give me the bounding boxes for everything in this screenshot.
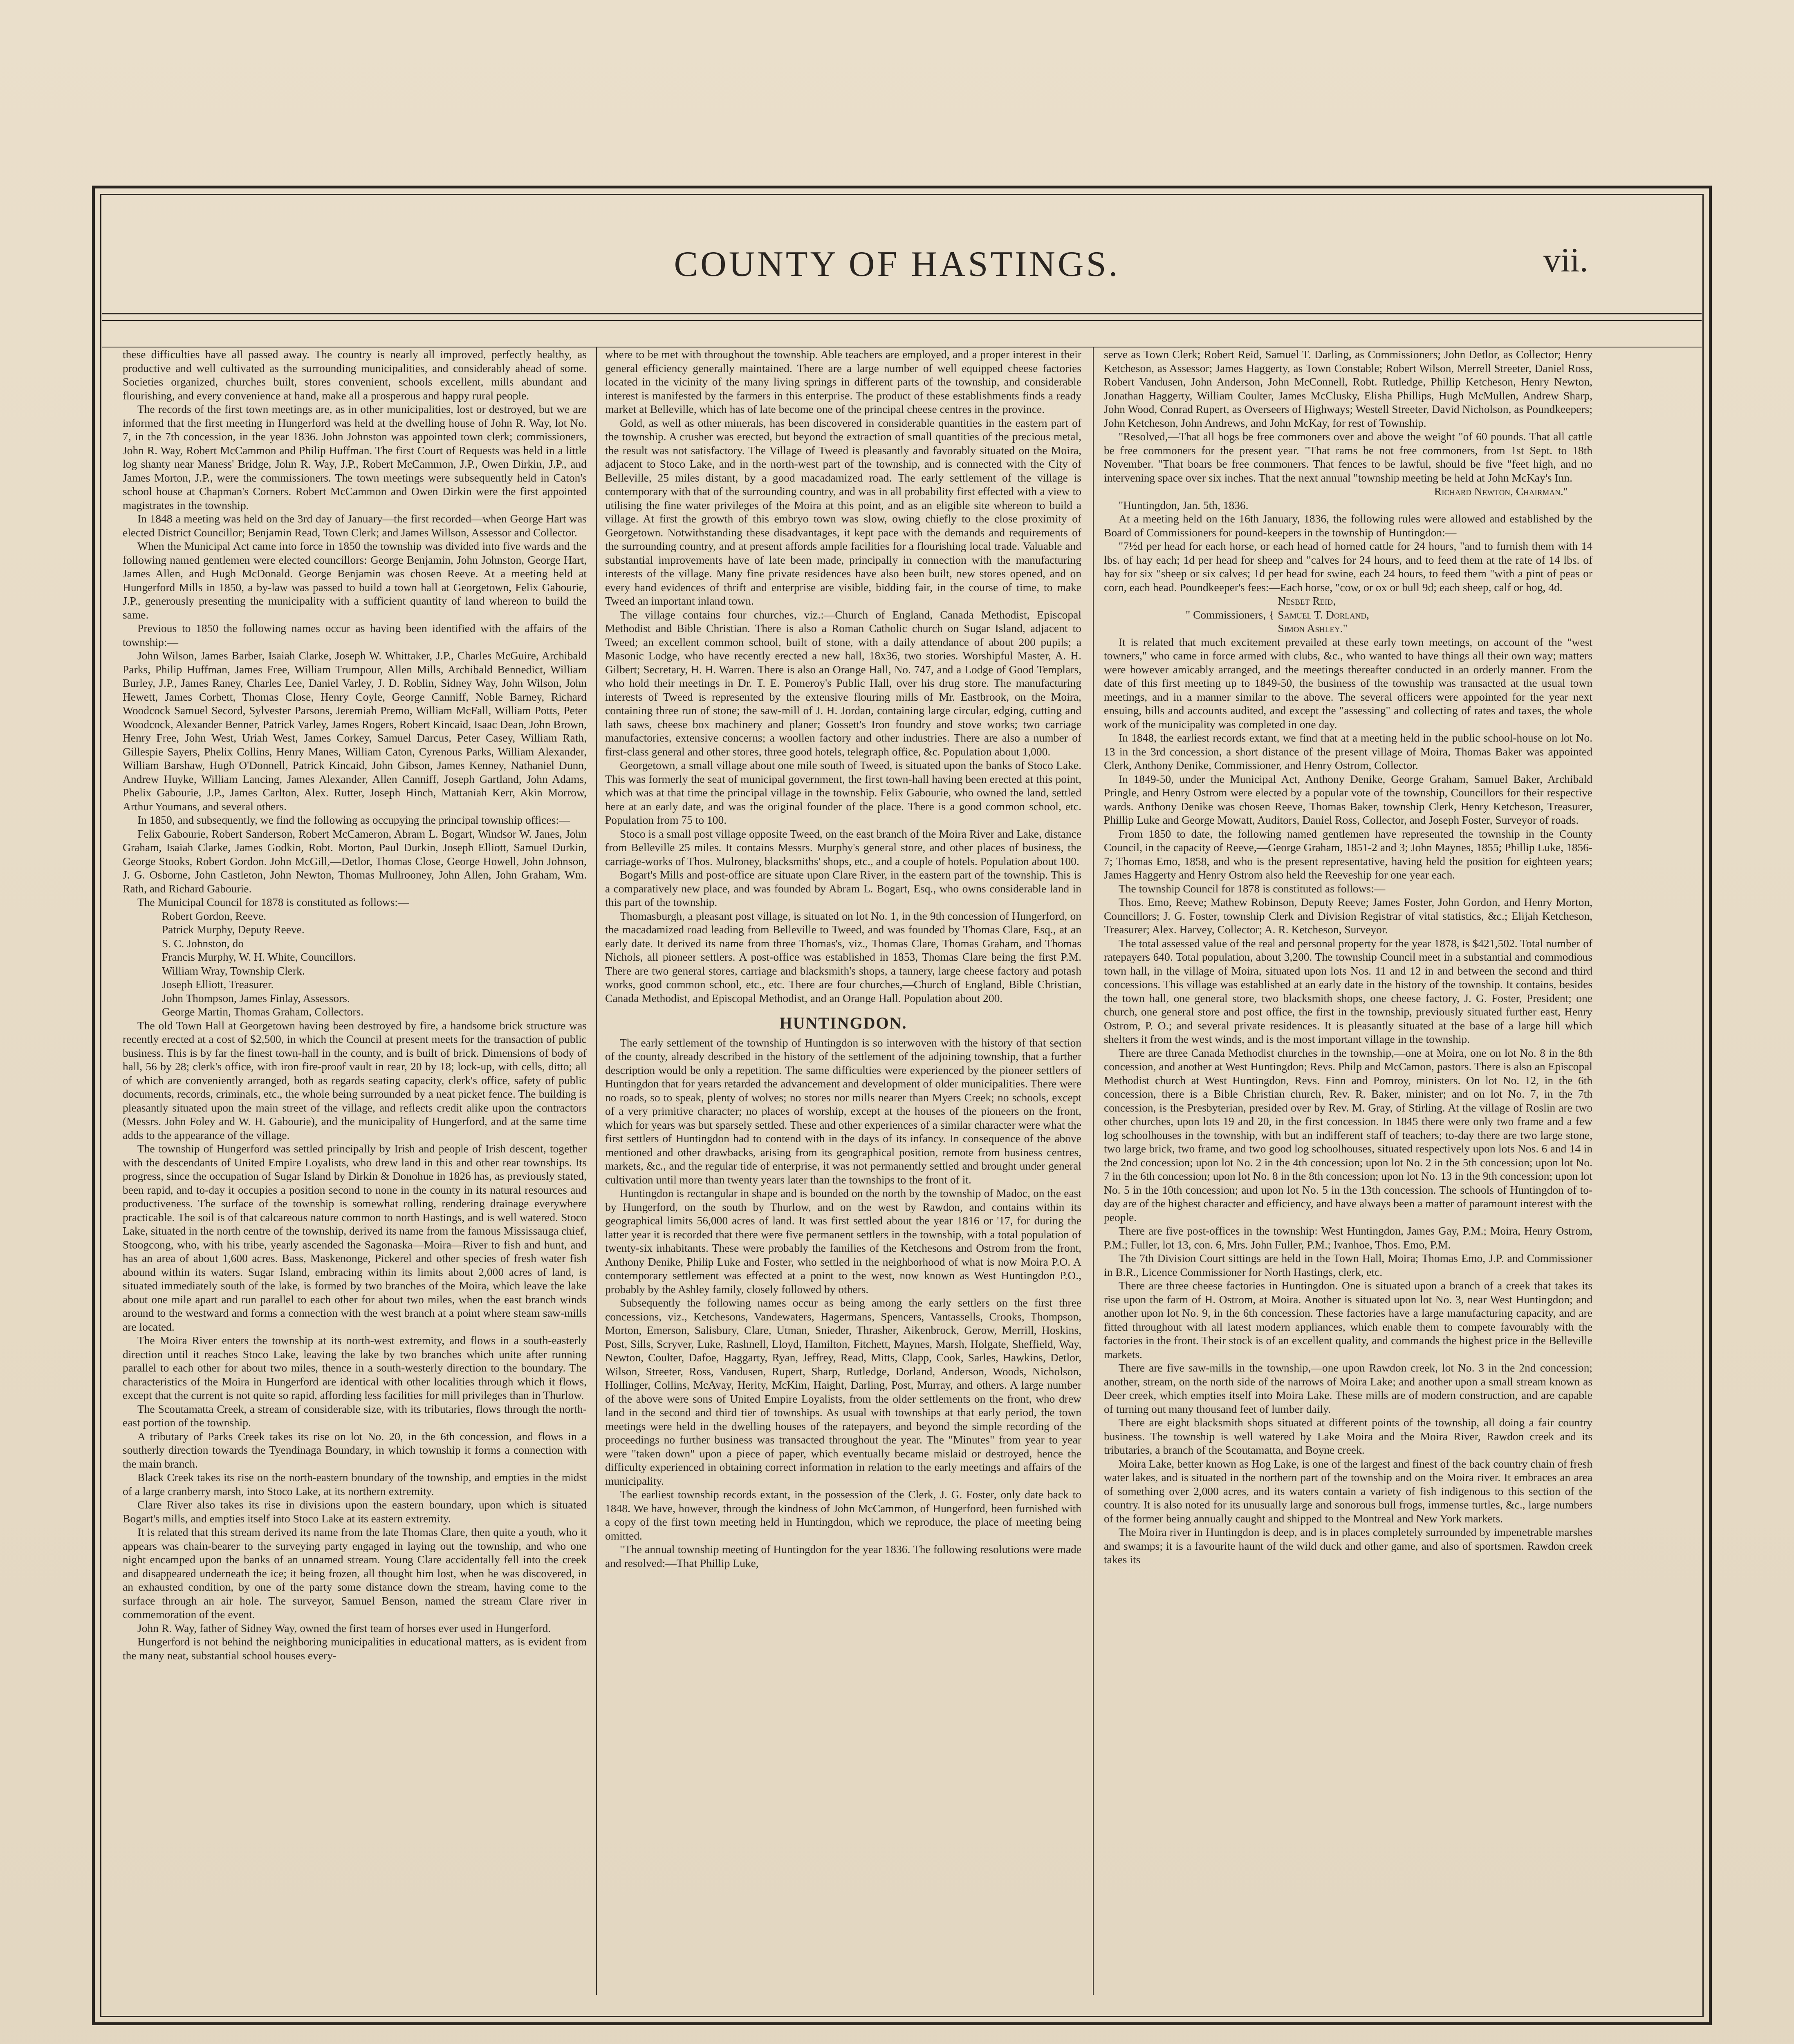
paragraph: The early settlement of the township of Huntingdon is so interwoven with the history of that section of the county, already described in the history of the settlement of the adjoining township, that a further description would be only a repetition. The same difficulties were experienced by the pioneer settlers of Huntingdon that for years retarded the advancement and development of older municipalities. There were no roads, so to speak, plenty of wolves; no stores nor mills nearer than Myers Creek; no schools, except of a very primitive character; no places of worship, except at the houses of the pioneers on the front, which for years was but sparsely settled. These and other experiences of a similar character were what the first settlers of Huntingdon had to contend with in the days of its infancy. In consequence of the above mentioned and other drawbacks, arising from its geographical position, remote from business centres, markets, &c., and the regular tide of enterprise, it was not permanently settled and brought under general cultivation until more than twenty years later than the townships to the front of it. — [605, 1036, 1081, 1186]
paragraph: John Wilson, James Barber, Isaiah Clarke, Joseph W. Whittaker, J.P., Charles McGuire, Archibald Parks, Philip Huffman, James Free, William Trumpour, Allen Mills, Archibald Bennedict, William Burley, J.P., James Raney, Charles Lee, Daniel Varley, J. D. Roblin, Sidney Way, John Wilson, John Hewett, James Corbett, Thomas Close, Henry Coyle, George Canniff, Noble Barney, Richard Woodcock Samuel Secord, Sylvester Parsons, Jeremiah Premo, William McFall, William Potts, Peter Woodcock, Alexander Benner, Patrick Varley, James Rogers, Robert Kincaid, Isaac Dean, John Brown, Henry Free, John West, Uriah West, James Corkey, Samuel Darcus, Peter Casey, William Rath, Gillespie Sayers, Phelix Collins, Henry Manes, William Caton, Cyrenous Parks, William Alexander, William Barshaw, Hugh O'Donnell, Patrick Kincaid, John Gibson, James Kenney, Nathaniel Dunn, Andrew Huyke, William Lancing, James Alexander, Allen Canniff, Joseph Gartland, John Adams, Phelix Gabourie, J.P., James Carlton, Alex. Rutter, Joseph Hinch, Mattaniah Kerr, Akin Morrow, Arthur Youmans, and several others. — [123, 649, 587, 813]
paragraph: From 1850 to date, the following named gentlemen have represented the township in the County Council, in the capacity of Reeve,—George Graham, 1851-2 and 3; John Maynes, 1855; Phillip Luke, 1856-7; Thomas Emo, 1858, and who is the present representative, having held the position for eighteen years; James Haggerty and Henry Ostrom also held the Reeveship for one year each. — [1104, 827, 1592, 881]
commissioners-label: " Commissioners, — [1186, 608, 1266, 621]
council-member-line: William Wray, Township Clerk. — [162, 964, 305, 977]
paragraph: "7½d per head for each horse, or each head of horned cattle for 24 hours, "and to furnish them with 14 lbs. of hay each; 1d per head for sheep and "calves for 24 hours, and to feed them at the rate of 14 lbs. of hay for six "sheep or six calves; 1d per head for swine, each 24 hours, to feed them "with a pint of peas or corn, each head. Poundkeeper's fees:—Each horse, "cow, or ox or bull 9d; each sheep, calf or hog, 4d. — [1104, 540, 1592, 594]
council-member-line: Robert Gordon, Reeve. — [162, 909, 267, 922]
paragraph: Gold, as well as other minerals, has been discovered in considerable quantities in the eastern part of the township. A crusher was erected, but beyond the extraction of small quantities of the precious metal, the result was not satisfactory. The Village of Tweed is pleasantly and favorably situated on the Moira, adjacent to Stoco Lake, and in the north-west part of the township, and is connected with the City of Belleville, 25 miles distant, by a good macadamized road. The early settlement of the village is contemporary with that of the surrounding country, and was in all probability first effected with a view to utilising the fine water privileges of the Moira at this point, and as an eligible site whereon to build a village. At first the growth of this embryo town was slow, owing chiefly to the close proximity of Georgetown. Notwithstanding these disadvantages, it kept pace with the demands and requirements of the surrounding country, and at present affords ample facilities for a flourishing local trade. Valuable and substantial improvements have of late been made, principally in connection with the manufacturing interests of the village. Many fine private residences have also been built, new stores opened, and on every hand evidences of thrift and enterprise are visible, bidding fair, in the course of time, to make Tweed an important inland town. — [605, 416, 1081, 607]
paragraph: At a meeting held on the 16th January, 1836, the following rules were allowed and established by the Board of Commissioners for pound-keepers in the township of Huntingdon:— — [1104, 512, 1592, 539]
paragraph: In 1850, and subsequently, we find the following as occupying the principal township offices:— — [137, 814, 570, 826]
paragraph: these difficulties have all passed away. The country is nearly all improved, perfectly healthy, as productive and well cultivated as the surrounding municipalities, and considerably ahead of some. Societies organized, churches built, stores convenient, schools excellent, mills abundant and flourishing, and every convenience at hand, make all a prosperous and happy rural people. — [123, 348, 587, 402]
council-member-line: S. C. Johnston, do — [162, 937, 244, 950]
paragraph: Felix Gabourie, Robert Sanderson, Robert McCameron, Abram L. Bogart, Windsor W. Janes, John Graham, Isaiah Clarke, James Godkin, Robt. Morton, Paul Durkin, Joseph Elliott, Samuel Durkin, George Stooks, Robert Gordon. John McGill,—Detlor, Thomas Close, George Howell, John Johnson, J. G. Osborne, John Castleton, John Newton, Thomas Mullrooney, John Allen, John Graham, Wm. Rath, and Richard Gabourie. — [123, 827, 587, 895]
council-member-line: Patrick Murphy, Deputy Reeve. — [162, 923, 305, 936]
council-member-line: George Martin, Thomas Graham, Collectors. — [162, 1005, 364, 1018]
paragraph: There are three cheese factories in Huntingdon. One is situated upon a branch of a creek that takes its rise upon the farm of H. Ostrom, at Moira. Another is situated upon lot No. 3, near West Huntingdon; and another upon lot No. 9, in the 6th concession. These factories have a large manufacturing capacity, and are fitted throughout with all latest modern appliances, which enable them to compete favourably with the factories in the front. Their stock is of an excellent quality, and commands the highest price in the Belleville markets. — [1104, 1279, 1592, 1360]
paragraph: Thos. Emo, Reeve; Mathew Robinson, Deputy Reeve; James Foster, John Gordon, and Henry Morton, Councillors; J. G. Foster, township Clerk and Division Registrar of vital statistics, &c.; Elijah Ketcheson, Treasurer; Alex. Harvey, Collector; A. R. Ketcheson, Surveyor. — [1104, 896, 1592, 936]
paragraph: Huntingdon is rectangular in shape and is bounded on the north by the township of Madoc, on the east by Hungerford, on the south by Thurlow, and on the west by Rawdon, and contains within its geographical limits 56,000 acres of land. It was first settled about the year 1816 or '17, for during the latter year it is recorded that there were five permanent settlers in the township, with a total population of twenty-six inhabitants. These were probably the families of the Ketchesons and Ostrom from the front, Anthony Denike, Philip Luke and Foster, who settled in the neighborhood of what is now Moira P.O. A contemporary settlement was effected at a point to the west, now known as West Huntingdon P.O., probably by the Ashley family, closely followed by others. — [605, 1187, 1081, 1295]
commissioner-name: Samuel T. Dorland, — [1278, 608, 1369, 621]
paragraph: Clare River also takes its rise in divisions upon the eastern boundary, upon which is situated Bogart's mills, and empties itself into Stoco Lake at its eastern extremity. — [123, 1498, 587, 1525]
paragraph: The 7th Division Court sittings are held in the Town Hall, Moira; Thomas Emo, J.P. and Commissioner in B.R., Licence Commissioner for North Hastings, clerk, etc. — [1104, 1252, 1592, 1278]
paragraph: There are three Canada Methodist churches in the township,—one at Moira, one on lot No. 8 in the 8th concession, and another at West Huntingdon; Revs. Philp and McCamon, pastors. There is also an Episcopal Methodist church at West Huntingdon, Revs. Finn and Pomroy, ministers. On lot No. 12, in the 6th concession, there is a Bible Christian church, Rev. R. Baker, minister; and on lot No. 7, in the 7th concession, is the Presbyterian, presided over by Rev. M. Gray, of Stirling. At the village of Roslin are two other churches, upon lots 19 and 20, in the first concession. In 1845 there were only two frame and a few log schoolhouses in the township, with but an indifferent staff of teachers; to-day there are two large stone, two large brick, two frame, and two good log schoolhouses, situated respectively upon lots Nos. 6 and 14 in the 2nd concession; upon lot No. 2 in the 4th concession; upon lot No. 2 in the 5th concession; upon lot No. 7 in the 6th concession; upon lot No. 8 in the 8th concession; upon lot No. 13 in the 9th concession; upon lot No. 5 in the 10th concession; and upon lot No. 5 in the 13th concession. The schools of Huntingdon of to-day are of the highest character and efficiency, and have always been a matter of paramount interest with the people. — [1104, 1046, 1592, 1224]
paragraph: "Resolved,—That all hogs be free commoners over and above the weight "of 60 pounds. That all cattle be free commoners for the present year. "That rams be not free commoners, from 1st Sept. to 18th November. "That boars be free commoners. That fences to be lawful, should be five "feet high, and no intervening space over six inches. That the next annual "township meeting be held at John McKay's Inn. — [1104, 430, 1592, 484]
text-column-2 — [605, 347, 1081, 1999]
paragraph: The township of Hungerford was settled principally by Irish and people of Irish descent, together with the descendants of United Empire Loyalists, who drew land in this and other rear townships. Its progress, since the occupation of Sugar Island by Dirkin & Donohue in 1826 has, as previously stated, been rapid, and to-day it occupies a position second to none in the county in its natural resources and productiveness. The surface of the township is somewhat rolling, rendering drainage everywhere practicable. The soil is of that calcareous nature common to north Hastings, and is well watered. Stoco Lake, situated in the north centre of the township, derived its name from the famous Mississauga chief, Stoogcong, who, with his tribe, yearly ascended the Sagonaska—Moira—River to fish and hunt, and has an area of about 1,600 acres. Bass, Maskenonge, Pickerel and other species of fresh water fish abound within its waters. Sugar Island, embracing within its limits about 2,000 acres of land, is situated immediately south of the lake, is formed by two branches of the Moira, which leave the lake about one mile apart and run parallel to each other for about two miles, when the east branch winds around to the westward and forms a connection with the west branch at a point where steam saw-mills are located. — [123, 1142, 587, 1333]
section-heading: HUNTINGDON. — [779, 1014, 907, 1032]
paragraph: The Scoutamatta Creek, a stream of considerable size, with its tributaries, flows through the north-east portion of the township. — [123, 1402, 587, 1429]
header-rule-thin — [102, 320, 1702, 321]
paragraph: A tributary of Parks Creek takes its rise on lot No. 20, in the 6th concession, and flows in a southerly direction towards the Tyendinaga Boundary, in which township it forms a connection with the main branch. — [123, 1430, 587, 1470]
commissioner-name: Nesbet Reid, — [1278, 594, 1336, 607]
page-title: COUNTY OF HASTINGS. — [674, 244, 1120, 284]
header-rule-thick — [102, 313, 1702, 314]
paragraph: where to be met with throughout the township. Able teachers are employed, and a proper interest in their general efficiency generally maintained. There are a large number of well equipped cheese factories located in the vicinity of the many living springs in different parts of the township, and considerable interest is manifested by the farmers in this enterprise. The product of these establishments finds a ready market at Belleville, which has of late become one of the principal cheese centres in the province. — [605, 348, 1081, 415]
paragraph: The Moira river in Huntingdon is deep, and is in places completely surrounded by impenetrable marshes and swamps; it is a favourite haunt of the wild duck and other game, and also of sportsmen. Rawdon creek takes its — [1104, 1526, 1592, 1566]
paragraph: Bogart's Mills and post-office are situate upon Clare River, in the eastern part of the township. This is a comparatively new place, and was founded by Abram L. Bogart, Esq., who owns considerable land in this part of the township. — [605, 868, 1081, 908]
paragraph: "Huntingdon, Jan. 5th, 1836. — [1119, 498, 1249, 511]
brace-glyph: { — [1269, 608, 1275, 621]
paragraph: Subsequently the following names occur as being among the early settlers on the first three concessions, viz., Ketchesons, Vandewaters, Hagermans, Spencers, Vantassells, Crooks, Thompson, Morton, Emerson, Salisbury, Clare, Utman, Snieder, Thrasher, Aikenbrock, Gerow, Merrill, Hoskins, Post, Sills, Scryver, Luke, Rashnell, Lloyd, Hamilton, Fitchett, Maynes, Marsh, Holgate, Sheffield, Way, Newton, Coulter, Dafoe, Haggarty, Ryan, Jeffrey, Read, Mitts, Clapp, Cook, Sarles, Hawkins, Detlor, Wilson, Streeter, Ross, Vandusen, Rupert, Sharp, Rutledge, Dorland, Anderson, Woods, Nicholson, Hollinger, Collins, McAvay, Herity, McKim, Haight, Darling, Post, Murray, and others. A large number of the above were sons of United Empire Loyalists, from the older settlements on the front, who drew land in the second and third tier of townships. As usual with townships at that early period, the town meetings were held in the dwelling houses of the ratepayers, and beyond the simple recording of the proceedings no further business was transacted throughout the year. The "Minutes" from year to year were "taken down" upon a piece of paper, which eventually became mislaid or destroyed, hence the difficulty experienced in obtaining correct information in relation to the early meetings and affairs of the municipality. — [605, 1296, 1081, 1487]
paragraph: serve as Town Clerk; Robert Reid, Samuel T. Darling, as Commissioners; John Detlor, as Collector; Henry Ketcheson, as Assessor; James Haggerty, as Town Constable; Robert Wilson, Merrell Streeter, Daniel Ross, Robert Vandusen, John Anderson, John McConnell, Robt. Rutledge, Phillip Ketcheson, Henry Newton, Jonathan Haggerty, William Coulter, James McClusky, Elisha Phillips, Hugh McMullen, Andrew Sharp, John Wood, Conrad Rupert, as Overseers of Highways; Westell Streeter, David Nicholson, as Poundkeepers; John Ketcheson, John Andrews, and John McKay, for rest of Township. — [1104, 348, 1592, 429]
council-member-line: John Thompson, James Finlay, Assessors. — [162, 991, 350, 1004]
page-number: vii. — [1543, 241, 1588, 279]
paragraph: Moira Lake, better known as Hog Lake, is one of the largest and finest of the back country chain of fresh water lakes, and is situated in the northern part of the township and on the Moira river. It embraces an area of something over 2,000 acres, and its waters contain a variety of fish indigenous to this section of the country. It is also noted for its unusually large and sonorous bull frogs, immense turtles, &c., large numbers of the former being annually caught and shipped to the Montreal and New York markets. — [1104, 1457, 1592, 1525]
paragraph: The total assessed value of the real and personal property for the year 1878, is $421,502. Total number of ratepayers 640. Total population, about 3,200. The township Council meet in a substantial and commodious town hall, in the village of Moira, situated upon lots Nos. 11 and 12 in and between the second and third concessions. This village was established at an early date in the history of the township. It contains, besides the town hall, one general store, two blacksmith shops, one cheese factory, J. G. Foster, President; one church, one general store and post office, the first in the township, previously situated further east, Henry Ostrom, P. O.; and several private residences. It is pleasantly situated at the base of a large hill which shelters it from the west winds, and is the most important village in the township. — [1104, 937, 1592, 1045]
text-column-1 — [123, 347, 587, 1999]
paragraph: When the Municipal Act came into force in 1850 the township was divided into five wards and the following named gentlemen were elected councillors: George Benjamin, John Johnston, George Hart, James Allen, and Hugh McDonald. George Benjamin was chosen Reeve. At a meeting held at Hungerford Mills in 1850, a by-law was passed to build a town hall at Georgetown, Felix Gabourie, J.P., generously presenting the municipality with a sufficient quantity of land whereon to build the same. — [123, 540, 587, 621]
paragraph: The earliest township records extant, in the possession of the Clerk, J. G. Foster, only date back to 1848. We have, however, through the kindness of John McCammon, of Hungerford, been furnished with a copy of the first town meeting held in Huntingdon, which we reproduce, the place of meeting being omitted. — [605, 1488, 1081, 1542]
paragraph: In 1848, the earliest records extant, we find that at a meeting held in the public school-house on lot No. 13 in the 3rd concession, a short distance of the present village of Moira, Thomas Baker was appointed Clerk, Anthony Denike, Commissioner, and Henry Ostrom, Collector. — [1104, 731, 1592, 771]
commissioner-name: Simon Ashley." — [1278, 622, 1348, 634]
paragraph: The old Town Hall at Georgetown having been destroyed by fire, a handsome brick structure was recently erected at a cost of $2,500, in which the Council at present meets for the transaction of public business. This is by far the finest town-hall in the county, and is built of brick. Dimensions of body of hall, 56 by 28; clerk's office, with iron fire-proof vault in rear, 20 by 18; lock-up, with cells, ditto; all of which are conveniently arranged, both as regards seating capacity, clerk's office, safety of public documents, records, criminals, etc., the whole being surrounded by a neat picket fence. The building is pleasantly situated upon the main street of the village, and reflects credit alike upon the contractors (Messrs. John Foley and W. H. Gabourie), and the municipality of Hungerford, and at the same time adds to the appearance of the village. — [123, 1019, 587, 1141]
paragraph: Georgetown, a small village about one mile south of Tweed, is situated upon the banks of Stoco Lake. This was formerly the seat of municipal government, the first town-hall having been erected at this point, which was at that time the principal village in the township. Felix Gabourie, who owned the land, settled here at an early date, and was the original founder of the place. There is a good common school, etc. Population from 75 to 100. — [605, 759, 1081, 826]
paragraph: There are eight blacksmith shops situated at different points of the township, all doing a fair country business. The township is well watered by Lake Moira and the Moira River, Rawdon creek and its tributaries, a branch of the Scoutamatta, and Boyne creek. — [1104, 1416, 1592, 1456]
paragraph: The township Council for 1878 is constituted as follows:— — [1119, 882, 1386, 895]
paragraph: It is related that this stream derived its name from the late Thomas Clare, then quite a youth, who it appears was chain-bearer to the surveying party engaged in laying out the township, and who one night encamped upon the banks of an unnamed stream. Young Clare accidentally fell into the creek and disappeared underneath the ice; it being frozen, all thought him lost, when he was discovered, in an exhausted condition, by one of the party some distance down the stream, having come to the surface through an air hole. The surveyor, Samuel Benson, named the stream Clare river in commemoration of the event. — [123, 1526, 587, 1620]
paragraph: There are five saw-mills in the township,—one upon Rawdon creek, lot No. 3 in the 2nd concession; another, stream, on the north side of the narrows of Moira Lake; and another upon a small stream known as Deer creek, which empties itself into Moira Lake. These mills are of modern construction, and are capable of turning out many thousand feet of lumber daily. — [1104, 1361, 1592, 1415]
paragraph: In 1849-50, under the Municipal Act, Anthony Denike, George Graham, Samuel Baker, Archibald Pringle, and Henry Ostrom were elected by a popular vote of the township, Councillors for their respective wards. Anthony Denike was chosen Reeve, Thomas Baker, township Clerk, Henry Ketcheson, Treasurer, Phillip Luke and George Mowatt, Auditors, Daniel Ross, Collector, and Joseph Foster, Surveyor of roads. — [1104, 772, 1592, 826]
paragraph: The Moira River enters the township at its north-west extremity, and flows in a south-easterly direction until it reaches Stoco Lake, leaving the lake by two branches which unite after running parallel to each other for about two miles, thence in a south-westerly direction to the boundary. The characteristics of the Moira in Hungerford are identical with other localities through which it flows, except that the current is not quite so rapid, affording less facilities for mill privileges than in Thurlow. — [123, 1334, 587, 1401]
paragraph: The village contains four churches, viz.:—Church of England, Canada Methodist, Episcopal Methodist and Bible Christian. There is also a Roman Catholic church on Sugar Island, adjacent to Tweed; an excellent common school, built of stone, with a daily attendance of about 200 pupils; a Masonic Lodge, who have recently erected a new hall, 18x36, two stories. Worshipful Master, A. H. Gilbert; Secretary, H. H. Warren. There is also an Orange Hall, No. 747, and a Lodge of Good Templars, who hold their meetings in Dr. T. E. Pomeroy's Public Hall, over his drug store. The manufacturing interests of Tweed is represented by the extensive flouring mills of Mr. Eastbrook, on the Moira, containing three run of stone; the saw-mill of J. H. Jordan, containing large circular, edging, cutting and lath saws, cheese box machinery and planer; Gossett's Iron foundry and stove works; two carriage manufactories, extensive concerns; a woollen factory and other industries. There are also a number of first-class general and other stores, three good hotels, telegraph office, &c. Population about 1,000. — [605, 608, 1081, 758]
paragraph: "The annual township meeting of Huntingdon for the year 1836. The following resolutions were made and resolved:—That Phillip Luke, — [605, 1543, 1081, 1569]
paragraph: Previous to 1850 the following names occur as having been identified with the affairs of the township:— — [123, 622, 587, 648]
council-member-line: Francis Murphy, W. H. White, Councillors. — [162, 950, 356, 963]
column-divider — [1093, 347, 1094, 1995]
column-divider — [596, 347, 597, 1995]
paragraph: Black Creek takes its rise on the north-eastern boundary of the township, and empties in the midst of a large cranberry marsh, into Stoco Lake, at its northern extremity. — [123, 1471, 587, 1497]
paragraph: Stoco is a small post village opposite Tweed, on the east branch of the Moira River and Lake, distance from Belleville 25 miles. It contains Messrs. Murphy's general store, and other places of business, the carriage-works of Thos. Mulroney, blacksmiths' shops, etc., and a couple of hotels. Population about 100. — [605, 827, 1081, 867]
paragraph: There are five post-offices in the township: West Huntingdon, James Gay, P.M.; Moira, Henry Ostrom, P.M.; Fuller, lot 13, con. 6, Mrs. John Fuller, P.M.; Ivanhoe, Thos. Emo, P.M. — [1104, 1224, 1592, 1251]
paragraph: John R. Way, father of Sidney Way, owned the first team of horses ever used in Hungerford. — [137, 1621, 551, 1634]
paragraph: The Municipal Council for 1878 is constituted as follows:— — [137, 896, 409, 908]
text-column-3 — [1104, 347, 1592, 1999]
paragraph: It is related that much excitement prevailed at these early town meetings, on account of the "west towners," who came in force armed with clubs, &c., who wanted to have things all their own way; matters were however amicably arranged, and the meetings thereafter conducted in an orderly manner. From the date of this first meeting up to 1849-50, the business of the township was transacted at the usual town meetings, and in a manner similar to the above. The several officers were appointed for the year next ensuing, bills and accounts audited, and except the "assessing" and collecting of rates and taxes, the whole work of the municipality was completed in one day. — [1104, 635, 1592, 731]
signature-line: Richard Newton, Chairman." — [1434, 485, 1568, 498]
paragraph: Hungerford is not behind the neighboring municipalities in educational matters, as is evident from the many neat, substantial school houses every- — [123, 1635, 587, 1662]
paragraph: The records of the first town meetings are, as in other municipalities, lost or destroyed, but we are informed that the first meeting in Hungerford was held at the dwelling house of John R. Way, lot No. 7, in the 7th concession, in the year 1836. John Johnston was appointed town clerk; commissioners, John R. Way, Robert McCammon and Philip Huffman. The first Court of Requests was held in a little log shanty near Maness' Bridge, John R. Way, J.P., Robert McCammon, J.P., Owen Dirkin, J.P., and James Morton, J.P., were the commissioners. The town meetings were subsequently held in Caton's school house at Chapman's Corners. Robert McCammon and Owen Dirkin were the first appointed magistrates in the township. — [123, 403, 587, 511]
council-member-line: Joseph Elliott, Treasurer. — [162, 978, 274, 991]
paragraph: Thomasburgh, a pleasant post village, is situated on lot No. 1, in the 9th concession of Hungerford, on the macadamized road leading from Belleville to Tweed, and was founded by Thomas Clare, Esq., at an early date. It derived its name from three Thomas's, viz., Thomas Clare, Thomas Graham, and Thomas Nichols, all pioneer settlers. A post-office was established in 1853, Thomas Clare being the first P.M. There are two general stores, carriage and blacksmith's shops, a tannery, large cheese factory and potash works, good common school, etc., etc. There are four churches,—Church of England, Bible Christian, Canada Methodist, and Episcopal Methodist, and an Orange Hall. Population about 200. — [605, 909, 1081, 1004]
commissioners-signature — [1104, 594, 1592, 635]
paragraph: In 1848 a meeting was held on the 3rd day of January—the first recorded—when George Hart was elected District Councillor; Benjamin Read, Town Clerk; and James Willson, Assessor and Collector. — [123, 512, 587, 539]
